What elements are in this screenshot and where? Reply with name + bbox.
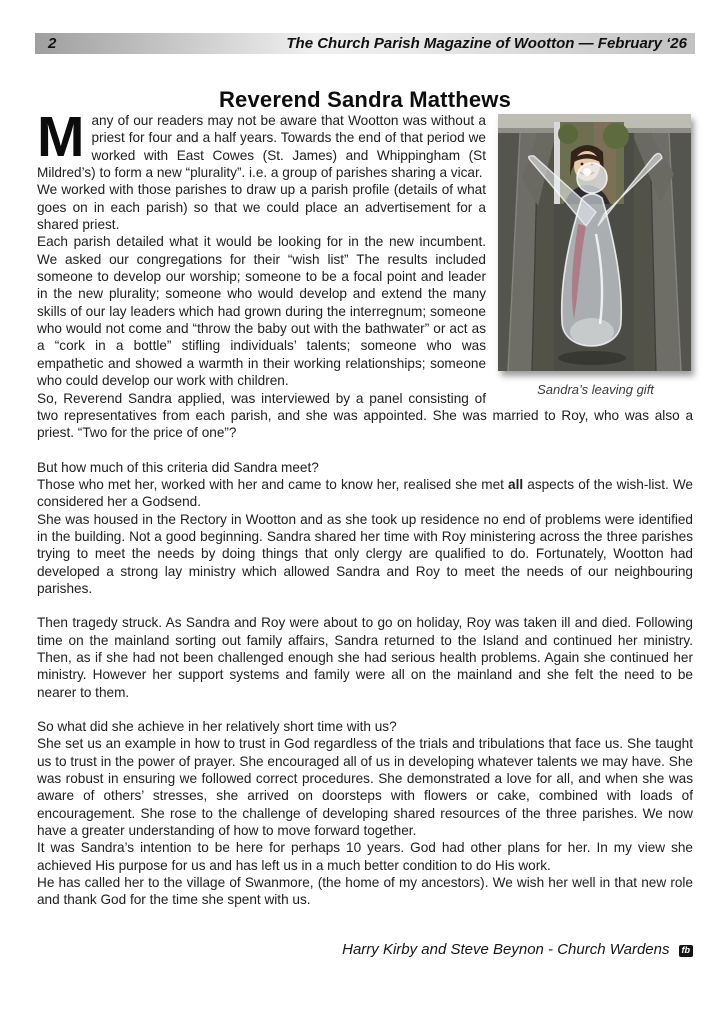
- article-title: Reverend Sandra Matthews: [218, 86, 512, 112]
- article-end-icon: fb: [679, 945, 694, 957]
- dropcap: M: [37, 105, 85, 169]
- article-paragraph: Many of our readers may not be aware that Wootton was without a priest for four and a half years. Towards the end of that period we worked with East Cowes (St. James) and Whippingham (St Mildred’s) to form a new “plurality”. i.e. a group of parishes sharing a vicar.: [37, 105, 486, 181]
- article-paragraph: But how much of this criteria did Sandra meet?: [37, 459, 319, 475]
- article-paragraph: Those who met her, worked with her and came to know her, realised she met all aspects of the wish-list. We considered her a Godsend.: [37, 476, 693, 510]
- article-paragraph: Then tragedy struck. As Sandra and Roy were about to go on holiday, Roy was taken ill and died. Following time on the mainland sorting out family affairs, Sandra returned to the Island and continued her ministry. Then, as if she had not been challenged enough she had serious health problems. Again she continued her ministry. However her support systems and family were all on the mainland and she felt the need to be nearer to them.: [37, 615, 693, 700]
- article-body: [37, 105, 693, 909]
- article-paragraph: She set us an example in how to trust in God regardless of the trials and tribulations that face us. She taught us to trust in the power of prayer. She encouraged all of us in developing whatever talents we may have. She was robust in ensuring we followed correct procedures. She demonstrated a love for all, and when she was aware of others’ stresses, she arrived on doorsteps with flowers or cake, combined with loads of encouragement. She rose to the challenge of developing shared resources of the three parishes. We now have a greater understanding of how to move forward together.: [37, 736, 693, 839]
- leaving-gift-figure: [498, 114, 693, 397]
- figure-caption: Sandra’s leaving gift: [537, 382, 654, 397]
- byline: Harry Kirby and Steve Beynon - Church Wardens: [342, 941, 670, 958]
- article-paragraph: She was housed in the Rectory in Wootton and as she took up residence no end of problems were identified in the building. Not a good beginning. Sandra shared her time with Roy ministering across the three parishes trying to meet the needs by doing things that only clergy are qualified to do. Fortunately, Wootton had developed a strong lay ministry which allowed Sandra and Roy to meet the needs of our neighbouring parishes.: [37, 511, 693, 596]
- header-bar: [35, 33, 695, 54]
- article-paragraph: So what did she achieve in her relatively short time with us?: [37, 719, 397, 734]
- article-paragraph: He has called her to the village of Swanmore, (the home of my ancestors). We wish her well in that new role and thank God for the time she spent with us.: [37, 875, 693, 908]
- article-paragraph: It was Sandra’s intention to be here for perhaps 10 years. God had other plans for her. In my view she achieved His purpose for us and has left us in a much better condition to do His work.: [37, 840, 693, 873]
- byline-row: [37, 941, 693, 958]
- article-paragraph: So, Reverend Sandra applied, was interviewed by a panel consisting of two representatives from each parish, and she was appointed. She was married to Roy, who was also a priest. “Two for the price of one”?: [37, 390, 693, 441]
- article-paragraph: Each parish detailed what it would be looking for in the new incumbent. We asked our congregations for their “wish list” The results included someone to develop our worship; someone to be a focal point and leader in the new plurality; someone who would develop and extend the many skills of our lay leaders which had grown during the interregnum; someone who would not come and “throw the baby out with the bathwater” or act as a “cork in a bottle” stifling individuals’ talents; someone who was empathetic and showed a warmth in their working relationships; someone who could develop our work with children.: [37, 234, 486, 389]
- leaving-gift-photo: [498, 114, 691, 371]
- article-paragraph: We worked with those parishes to draw up a parish profile (details of what goes on in each parish) so that we could place an advertisement for a shared priest.: [37, 182, 486, 233]
- page-number: 2: [48, 35, 57, 52]
- magazine-title: The Church Parish Magazine of Wootton — February ‘26: [286, 35, 687, 52]
